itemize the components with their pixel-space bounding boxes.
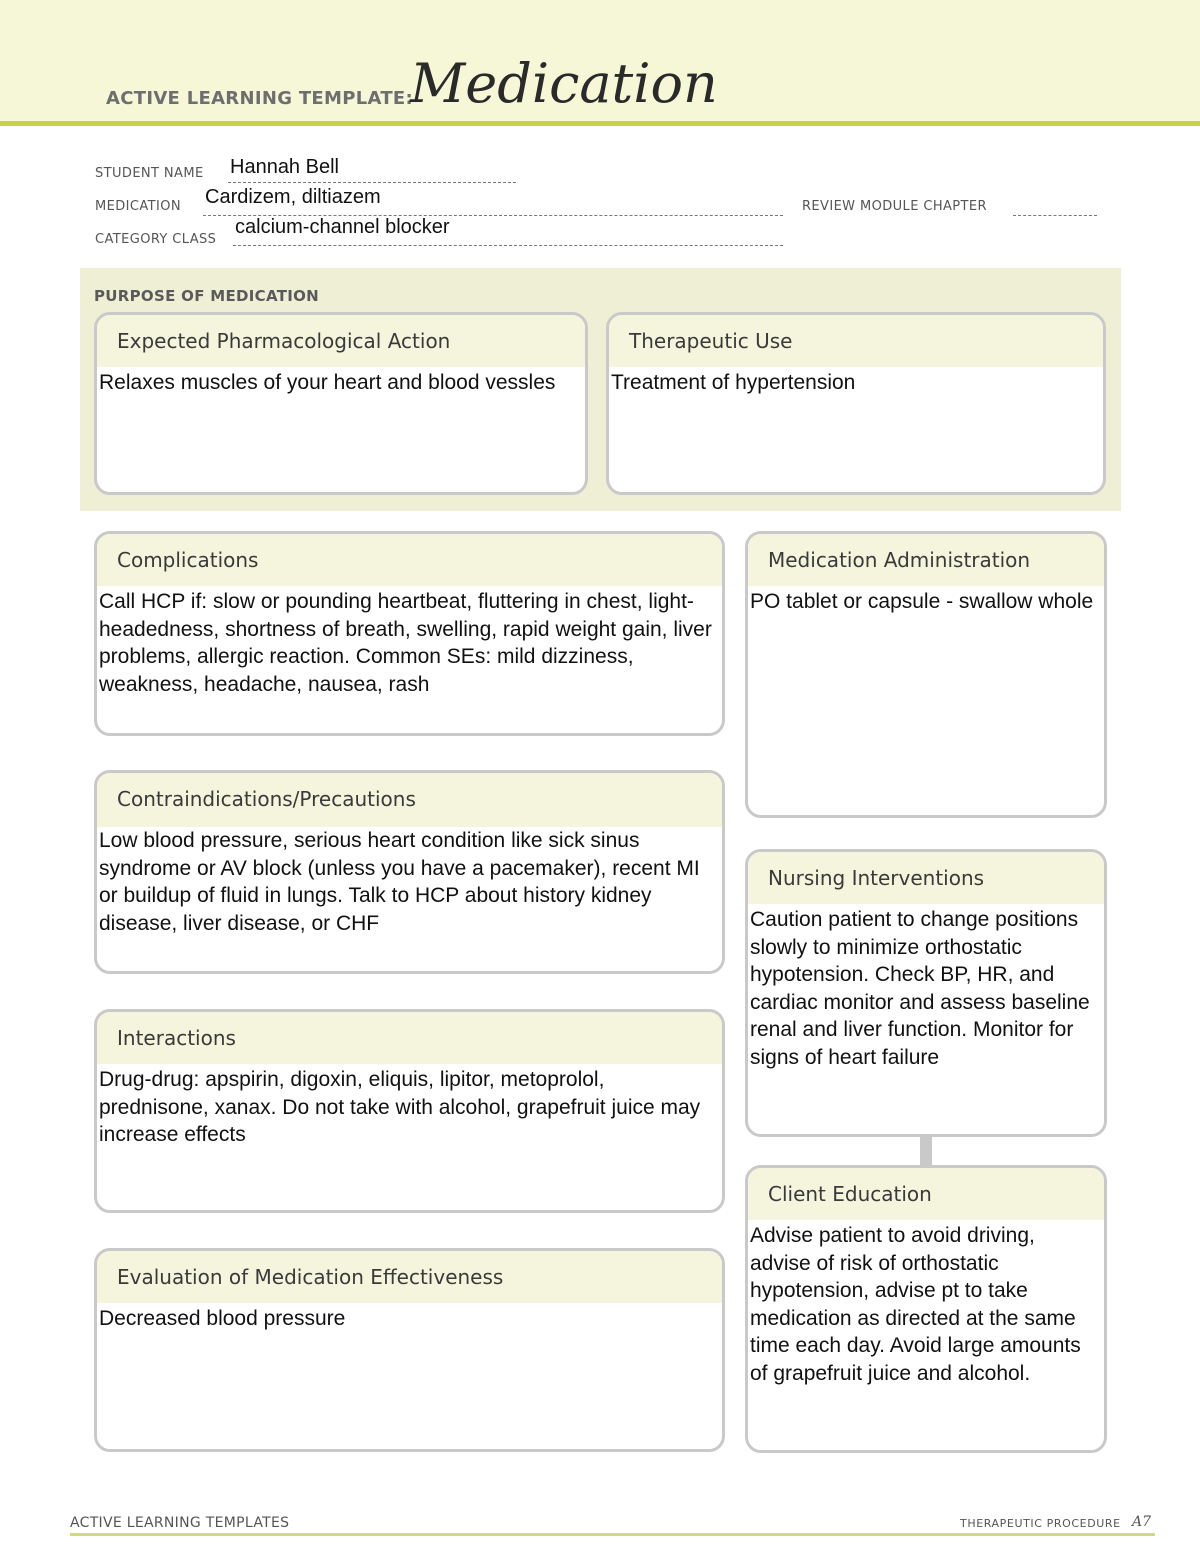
evaluation-text[interactable]: Decreased blood pressure	[99, 1307, 346, 1330]
template-label: ACTIVE LEARNING TEMPLATE:	[106, 88, 413, 109]
therapeutic-use-box	[606, 312, 1106, 495]
therapeutic-use-title: Therapeutic Use	[609, 315, 1103, 367]
interactions-box	[94, 1009, 725, 1213]
interactions-text[interactable]: Drug-drug: apspirin, digoxin, eliquis, lipitor, metoprolol, prednisone, xanax. Do not take with alcohol, grapefruit juice may increase effects	[99, 1068, 701, 1146]
review-module-underline	[1013, 215, 1097, 216]
nursing-interventions-text[interactable]: Caution patient to change positions slowly to minimize orthostatic hypotension. Check BP, HR, and cardiac monitor and assess baseline renal and liver function. Monitor for signs of heart failure	[750, 908, 1090, 1069]
footer-rule	[70, 1533, 1155, 1536]
student-name-underline	[228, 182, 516, 183]
client-education-box	[745, 1165, 1107, 1453]
interactions-title: Interactions	[97, 1012, 722, 1064]
therapeutic-use-text[interactable]: Treatment of hypertension	[611, 371, 856, 394]
expected-action-title: Expected Pharmacological Action	[97, 315, 585, 367]
complications-title: Complications	[97, 534, 722, 586]
student-name-label: STUDENT NAME	[95, 166, 204, 181]
contraindications-box	[94, 770, 725, 974]
footer-left: ACTIVE LEARNING TEMPLATES	[70, 1515, 290, 1531]
nursing-interventions-box	[745, 849, 1107, 1137]
expected-action-text[interactable]: Relaxes muscles of your heart and blood vessles	[99, 371, 556, 394]
category-class-underline	[233, 245, 783, 246]
header-rule	[0, 121, 1200, 126]
client-education-title: Client Education	[748, 1168, 1104, 1220]
contraindications-text[interactable]: Low blood pressure, serious heart condition like sick sinus syndrome or AV block (unless you have a pacemaker), recent MI or buildup of fluid in lungs. Talk to HCP about history kidney disease, liver disease, or CHF	[99, 829, 700, 935]
footer-right: THERAPEUTIC PROCEDURE	[960, 1517, 1121, 1530]
expected-action-box	[94, 312, 588, 495]
student-name-field[interactable]: Hannah Bell	[230, 156, 339, 178]
medication-field[interactable]: Cardizem, diltiazem	[205, 186, 381, 208]
medication-administration-box	[745, 531, 1107, 818]
medication-administration-text[interactable]: PO tablet or capsule - swallow whole	[750, 590, 1094, 613]
purpose-label: PURPOSE OF MEDICATION	[94, 287, 320, 305]
category-class-label: CATEGORY CLASS	[95, 232, 217, 247]
complications-box	[94, 531, 725, 736]
evaluation-title: Evaluation of Medication Effectiveness	[97, 1251, 722, 1303]
contraindications-title: Contraindications/Precautions	[97, 773, 722, 827]
medication-administration-title: Medication Administration	[748, 534, 1104, 586]
nursing-interventions-title: Nursing Interventions	[748, 852, 1104, 904]
complications-text[interactable]: Call HCP if: slow or pounding heartbeat, fluttering in chest, light-headedness, shortness of breath, swelling, rapid weight gain, liver problems, allergic reaction. Common SEs: mild dizziness, weakness, headache, nausea, rash	[99, 590, 712, 696]
review-module-label: REVIEW MODULE CHAPTER	[802, 199, 987, 214]
category-class-field[interactable]: calcium-channel blocker	[235, 216, 450, 238]
evaluation-box	[94, 1248, 725, 1452]
page-number: A7	[1132, 1514, 1152, 1530]
page-title: Medication	[410, 52, 718, 115]
medication-label: MEDICATION	[95, 199, 181, 214]
section-connector	[920, 1136, 932, 1166]
client-education-text[interactable]: Advise patient to avoid driving, advise of risk of orthostatic hypotension, advise pt to take medication as directed at the same time each day. Avoid large amounts of grapefruit juice and alcohol.	[750, 1224, 1081, 1385]
